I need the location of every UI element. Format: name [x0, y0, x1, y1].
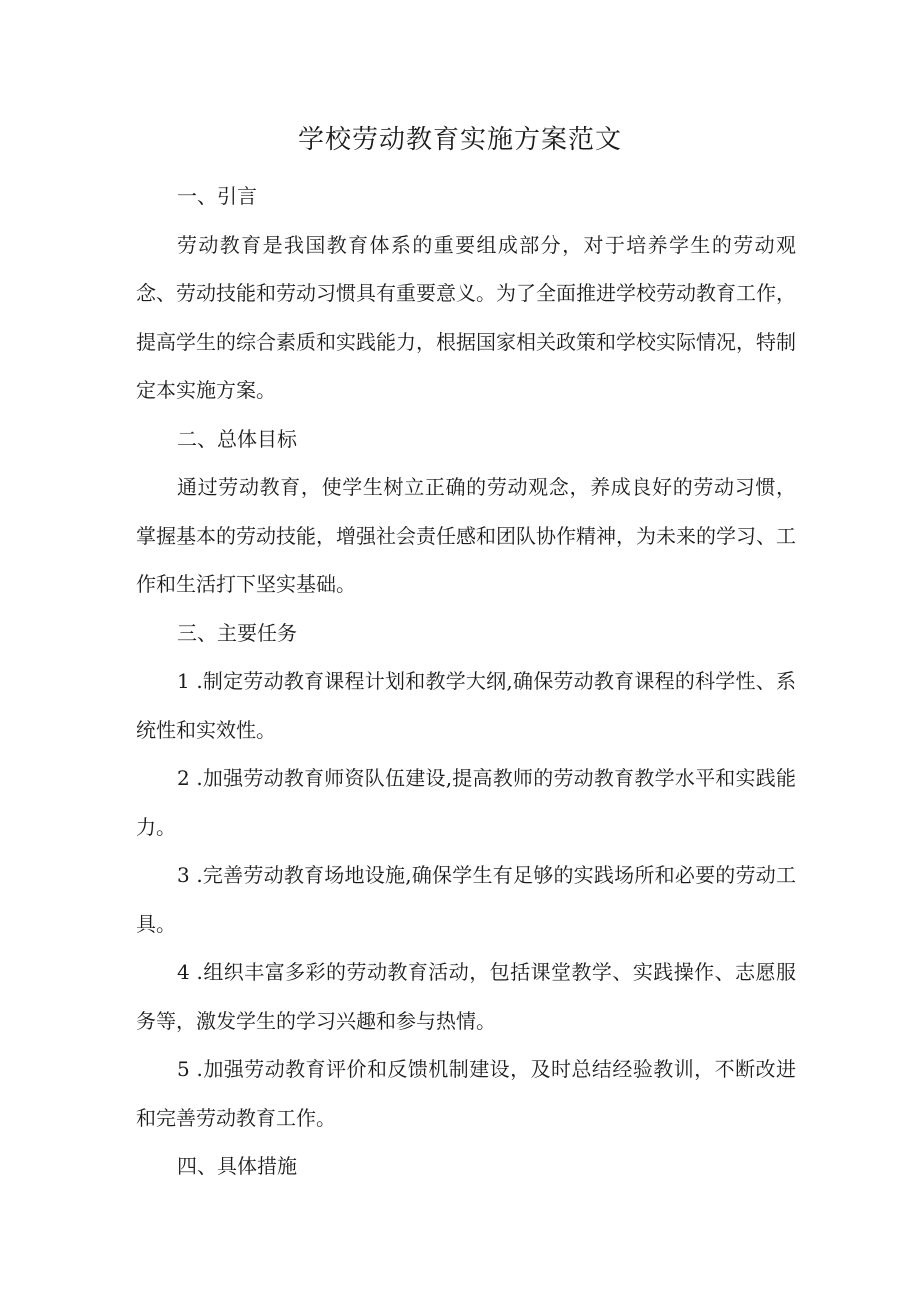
section-heading-introduction: 一、引言 [177, 184, 257, 208]
document-body [136, 172, 796, 1191]
task-item: 5 .加强劳动教育评价和反馈机制建设，及时总结经验教训，不断改进和完善劳动教育工作。 [136, 1057, 796, 1130]
task-item: 1 .制定劳动教育课程计划和教学大纲,确保劳动教育课程的科学性、系统性和实效性。 [136, 669, 796, 742]
section-heading-overall-goal: 二、总体目标 [177, 426, 297, 451]
section-heading-specific-measures: 四、具体措施 [177, 1154, 297, 1178]
body-paragraph: 通过劳动教育，使学生树立正确的劳动观念，养成良好的劳动习惯，掌握基本的劳动技能，增强社会责任感和团队协作精神，为未来的学习、工作和生活打下坚实基础。 [136, 475, 796, 596]
document-title: 学校劳动教育实施方案范文 [297, 125, 622, 155]
task-item: 3 .完善劳动教育场地设施,确保学生有足够的实践场所和必要的劳动工具。 [136, 863, 796, 936]
body-paragraph: 劳动教育是我国教育体系的重要组成部分，对于培养学生的劳动观念、劳动技能和劳动习惯具有重要意义。为了全面推进学校劳动教育工作，提高学生的综合素质和实践能力，根据国家相关政策和学校实际情况，特制定本实施方案。 [136, 232, 796, 402]
task-item: 2 .加强劳动教育师资队伍建设,提高教师的劳动教育教学水平和实践能力。 [136, 766, 796, 839]
section-heading-main-tasks: 三、主要任务 [177, 620, 297, 645]
task-item: 4 .组织丰富多彩的劳动教育活动，包括课堂教学、实践操作、志愿服务等，激发学生的学习兴趣和参与热情。 [136, 960, 796, 1033]
